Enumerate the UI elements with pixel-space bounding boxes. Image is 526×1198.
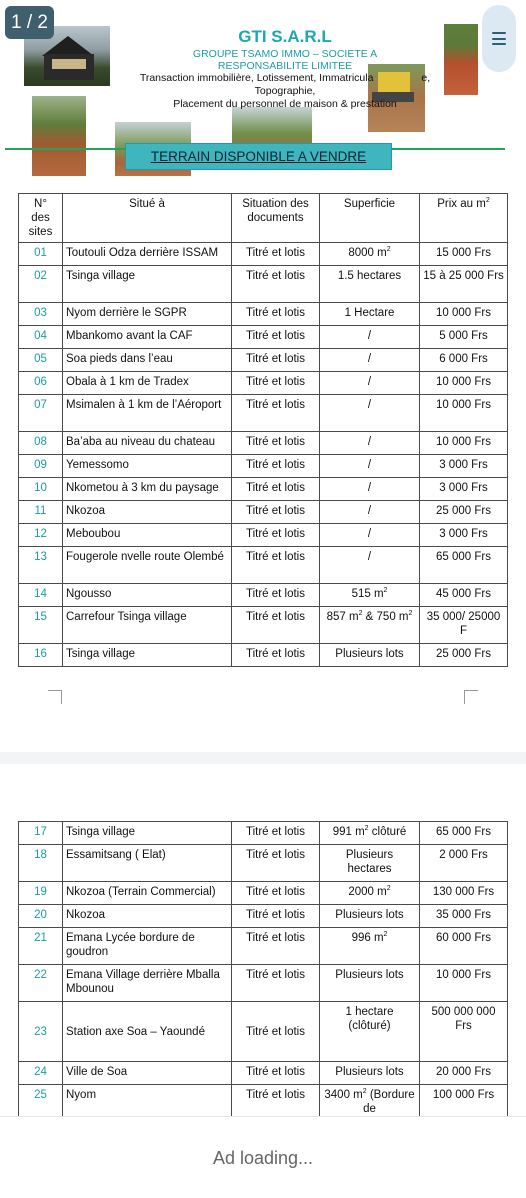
table-row — [19, 524, 508, 547]
price-per-m2: 500 000 000 Frs — [420, 1002, 508, 1062]
site-number: 07 — [19, 395, 63, 432]
site-location: Ville de Soa — [63, 1062, 232, 1085]
superficie: 1 Hectare — [320, 303, 420, 326]
page-counter: 1 / 2 — [5, 6, 54, 39]
site-number: 24 — [19, 1062, 63, 1085]
page-crop-mark-left — [48, 690, 62, 704]
site-location: Station axe Soa – Yaoundé — [63, 1002, 232, 1062]
price-per-m2: 20 000 Frs — [420, 1062, 508, 1085]
document-status: Titré et lotis — [232, 455, 320, 478]
superficie: 857 $m^2$ & 750 $m^2$ — [320, 607, 420, 644]
superficie: / — [320, 524, 420, 547]
table-row — [19, 266, 508, 303]
price-per-m2: 10 000 Frs — [420, 372, 508, 395]
site-number: 21 — [19, 928, 63, 965]
header-superficie: Superficie — [320, 194, 420, 243]
table-row — [19, 644, 508, 667]
site-number: 09 — [19, 455, 63, 478]
superficie: / — [320, 395, 420, 432]
site-number: 12 — [19, 524, 63, 547]
header-site: Situé à — [63, 194, 232, 243]
superficie: Plusieurs lots — [320, 965, 420, 1002]
site-number: 13 — [19, 547, 63, 584]
land-listing-table-page-2 — [18, 821, 508, 1116]
superficie: / — [320, 478, 420, 501]
table-row — [19, 905, 508, 928]
table-row — [19, 845, 508, 882]
price-per-m2: 65 000 Frs — [420, 822, 508, 845]
document-status: Titré et lotis — [232, 607, 320, 644]
document-status: Titré et lotis — [232, 349, 320, 372]
price-per-m2: 35 000/ 25000 F — [420, 607, 508, 644]
header-prix: Prix au $m^2$ — [420, 194, 508, 243]
superficie: / — [320, 432, 420, 455]
site-number: 14 — [19, 584, 63, 607]
site-number: 17 — [19, 822, 63, 845]
company-subtitle — [115, 48, 455, 72]
document-status: Titré et lotis — [232, 303, 320, 326]
document-status: Titré et lotis — [232, 395, 320, 432]
document-status: Titré et lotis — [232, 478, 320, 501]
site-location: Meboubou — [63, 524, 232, 547]
company-name: GTI S.A.R.L — [238, 27, 332, 46]
table-row — [19, 303, 508, 326]
superficie: 1.5 hectares — [320, 266, 420, 303]
site-number: 11 — [19, 501, 63, 524]
price-per-m2: 25 000 Frs — [420, 644, 508, 667]
site-number: 20 — [19, 905, 63, 928]
document-status: Titré et lotis — [232, 845, 320, 882]
document-page-2 — [0, 764, 526, 1116]
site-number: 15 — [19, 607, 63, 644]
document-status: Titré et lotis — [232, 584, 320, 607]
table-row — [19, 607, 508, 644]
site-number: 04 — [19, 326, 63, 349]
ad-loading-text: Ad loading... — [212, 1148, 314, 1168]
activities-line-3: Placement du personnel de maison & prestation — [173, 98, 397, 110]
site-location: Nyom derrière le SGPR — [63, 303, 232, 326]
superficie: 2000 $m^2$ — [320, 882, 420, 905]
site-location: Nkozoa (Terrain Commercial) — [63, 882, 232, 905]
price-per-m2: 15 000 Frs — [420, 243, 508, 266]
document-status: Titré et lotis — [232, 266, 320, 303]
superficie: / — [320, 455, 420, 478]
superficie: / — [320, 372, 420, 395]
site-number: 25 — [19, 1085, 63, 1117]
price-per-m2: 100 000 Frs — [420, 1085, 508, 1117]
document-status: Titré et lotis — [232, 524, 320, 547]
site-location: Emana Village derrière Mballa Mbounou — [63, 965, 232, 1002]
site-location: Nkozoa — [63, 905, 232, 928]
superficie: Plusieurs hectares — [320, 845, 420, 882]
hamburger-menu-icon — [492, 32, 506, 45]
table-row — [19, 432, 508, 455]
table-row — [19, 822, 508, 845]
site-location: Toutouli Odza derrière ISSAM — [63, 243, 232, 266]
superficie: 996 $m^2$ — [320, 928, 420, 965]
table-row — [19, 326, 508, 349]
site-number: 19 — [19, 882, 63, 905]
table-row — [19, 395, 508, 432]
table-row — [19, 455, 508, 478]
document-status: Titré et lotis — [232, 644, 320, 667]
site-location: Yemessomo — [63, 455, 232, 478]
page-crop-mark-right — [464, 690, 478, 704]
menu-button[interactable] — [482, 5, 516, 72]
site-number: 18 — [19, 845, 63, 882]
price-per-m2: 5 000 Frs — [420, 326, 508, 349]
document-status: Titré et lotis — [232, 372, 320, 395]
document-status: Titré et lotis — [232, 822, 320, 845]
site-location: Fougerole nvelle route Olembé — [63, 547, 232, 584]
land-listing-table-page-1 — [18, 193, 508, 667]
document-status: Titré et lotis — [232, 928, 320, 965]
superficie: 991 $m^2$ clôturé — [320, 822, 420, 845]
site-number: 05 — [19, 349, 63, 372]
site-location: Nkozoa — [63, 501, 232, 524]
activities-line-2: Topographie, — [254, 85, 316, 97]
table-row — [19, 243, 508, 266]
document-status: Titré et lotis — [232, 1085, 320, 1117]
site-location: Tsinga village — [63, 822, 232, 845]
site-location: Carrefour Tsinga village — [63, 607, 232, 644]
superficie: 515 $m^2$ — [320, 584, 420, 607]
subtitle-line-1: GROUPE TSAMO IMMO – SOCIETE A — [192, 48, 378, 60]
price-per-m2: 10 000 Frs — [420, 303, 508, 326]
price-per-m2: 15 à 25 000 Frs — [420, 266, 508, 303]
table-row — [19, 349, 508, 372]
price-per-m2: 6 000 Frs — [420, 349, 508, 372]
section-banner: TERRAIN DISPONIBLE A VENDRE — [125, 143, 392, 170]
price-per-m2: 3 000 Frs — [420, 478, 508, 501]
site-number: 16 — [19, 644, 63, 667]
site-location: Ba’aba au niveau du chateau — [63, 432, 232, 455]
price-per-m2: 10 000 Frs — [420, 432, 508, 455]
site-location: Essamitsang ( Elat) — [63, 845, 232, 882]
site-number: 08 — [19, 432, 63, 455]
superficie: / — [320, 349, 420, 372]
site-location: Obala à 1 km de Tradex — [63, 372, 232, 395]
site-number: 10 — [19, 478, 63, 501]
header-num: N° des sites — [19, 194, 63, 243]
superficie: 1 hectare (clôturé) — [320, 1002, 420, 1062]
site-location: Msimalen à 1 km de l’Aéroport — [63, 395, 232, 432]
price-per-m2: 35 000 Frs — [420, 905, 508, 928]
site-number: 02 — [19, 266, 63, 303]
document-status: Titré et lotis — [232, 965, 320, 1002]
document-status: Titré et lotis — [232, 326, 320, 349]
table-row — [19, 928, 508, 965]
superficie: / — [320, 326, 420, 349]
price-per-m2: 10 000 Frs — [420, 395, 508, 432]
site-location: Nyom — [63, 1085, 232, 1117]
price-per-m2: 45 000 Frs — [420, 584, 508, 607]
price-per-m2: 130 000 Frs — [420, 882, 508, 905]
price-per-m2: 25 000 Frs — [420, 501, 508, 524]
activities-line-1: Transaction immobilière, Lotissement, Immatricula e, — [139, 72, 431, 84]
document-status: Titré et lotis — [232, 882, 320, 905]
table-row — [19, 965, 508, 1002]
site-number: 23 — [19, 1002, 63, 1062]
document-status: Titré et lotis — [232, 432, 320, 455]
superficie: / — [320, 501, 420, 524]
company-activities — [115, 72, 455, 111]
dirt-road-photo — [32, 96, 86, 176]
superficie: 8000 $m^2$ — [320, 243, 420, 266]
table-header-row — [19, 194, 508, 243]
site-location: Soa pieds dans l’eau — [63, 349, 232, 372]
superficie: Plusieurs lots — [320, 644, 420, 667]
table-row — [19, 1085, 508, 1117]
document-status: Titré et lotis — [232, 1062, 320, 1085]
site-number: 01 — [19, 243, 63, 266]
table-row — [19, 1002, 508, 1062]
table-row — [19, 547, 508, 584]
price-per-m2: 65 000 Frs — [420, 547, 508, 584]
price-per-m2: 3 000 Frs — [420, 455, 508, 478]
site-number: 03 — [19, 303, 63, 326]
site-number: 22 — [19, 965, 63, 1002]
price-per-m2: 2 000 Frs — [420, 845, 508, 882]
document-status: Titré et lotis — [232, 905, 320, 928]
document-status: Titré et lotis — [232, 243, 320, 266]
site-location: Tsinga village — [63, 266, 232, 303]
table-row — [19, 501, 508, 524]
price-per-m2: 10 000 Frs — [420, 965, 508, 1002]
price-per-m2: 3 000 Frs — [420, 524, 508, 547]
superficie: / — [320, 547, 420, 584]
header-docs: Situation des documents — [232, 194, 320, 243]
superficie: Plusieurs lots — [320, 1062, 420, 1085]
table-row — [19, 584, 508, 607]
site-location: Ngousso — [63, 584, 232, 607]
price-per-m2: 60 000 Frs — [420, 928, 508, 965]
document-status: Titré et lotis — [232, 501, 320, 524]
superficie: Plusieurs lots — [320, 905, 420, 928]
document-status: Titré et lotis — [232, 1002, 320, 1062]
site-location: Mbankomo avant la CAF — [63, 326, 232, 349]
subtitle-line-2: RESPONSABILITE LIMITEE — [217, 60, 353, 72]
table-row — [19, 478, 508, 501]
site-location: Emana Lycée bordure de goudron — [63, 928, 232, 965]
site-location: Nkometou à 3 km du paysage — [63, 478, 232, 501]
table-row — [19, 882, 508, 905]
site-number: 06 — [19, 372, 63, 395]
superficie: 3400 $m^2$ (Bordure de — [320, 1085, 420, 1117]
site-location: Tsinga village — [63, 644, 232, 667]
table-row — [19, 372, 508, 395]
table-row — [19, 1062, 508, 1085]
document-status: Titré et lotis — [232, 547, 320, 584]
ad-banner[interactable] — [0, 1116, 526, 1198]
